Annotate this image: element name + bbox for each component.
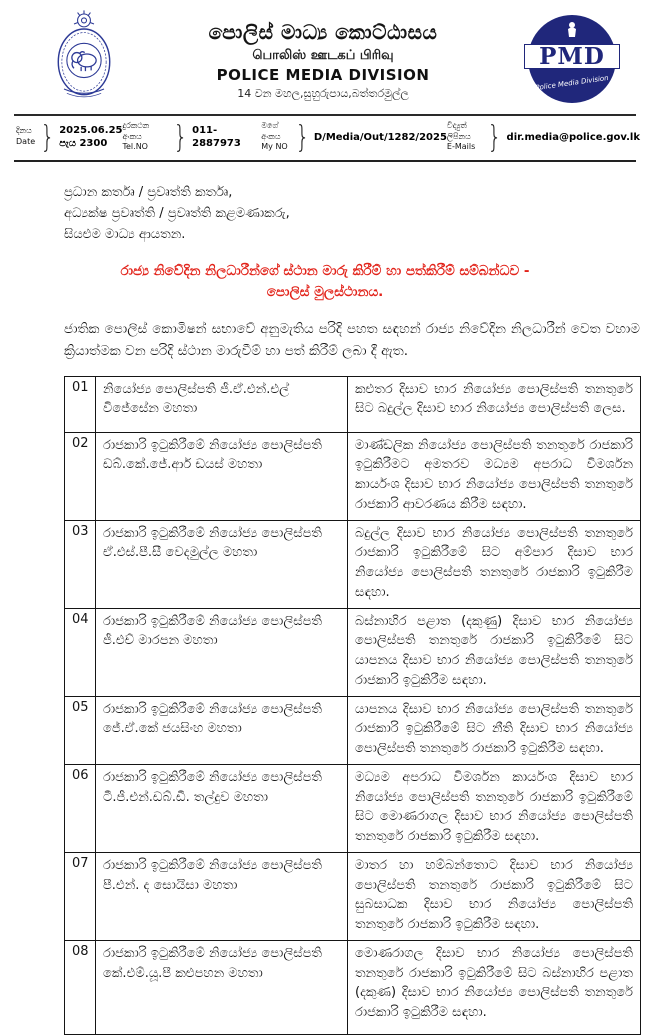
tel-label-english: Tel.NO (122, 142, 148, 152)
info-field-my-number (261, 120, 447, 155)
email-label-english: E-Mails (446, 142, 476, 152)
tel-value: 011-2887973 (192, 125, 241, 149)
row-number: 05 (65, 696, 96, 764)
table-row (65, 764, 641, 852)
reference-number-value: D/Media/Out/1282/2025 (313, 131, 447, 143)
table-row (65, 432, 641, 520)
details-cell: මාතර හා හම්බන්තොට දිසාව භාර නියෝජ්‍ය පොලිස්පති තනතුරේ රාජකාරි ඉටුකිරීමේ සිට සුබසාධක දිසාව භාර නියෝජ්‍ය පොලිස්පති තනතුරේ රාජකාරි ඉටුකිරීම සඳහා. (348, 852, 641, 940)
row-number: 04 (65, 608, 96, 696)
details-cell: බස්නාහිර පළාත (දකුණු) දිසාව භාර නියෝජ්‍ය පොලිස්පති තනතුරේ රාජකාරි ඉටුකිරීමේ සිට යාපනය දිසාව භාර නියෝජ්‍ය පොලිස්පති තනතුරේ රාජකාරි ඉටුකිරීම සඳහා. (348, 608, 641, 696)
info-bar (0, 116, 650, 160)
officer-cell: රාජකාරි ඉටුකිරීමේ නියෝජ්‍ය පොලිස්පති ඩබ්.කේ.ජේ.ආර් ඩයස් මහතා (96, 432, 348, 520)
table-row (65, 852, 641, 940)
division-title-tamil: பொலிஸ் ஊடகப் பிரிவு (252, 47, 394, 63)
officer-cell: රාජකාරි ඉටුකිරීමේ නියෝජ්‍ය පොලිස්පති ටී.ජී.එන්.ඩබ්.ඩී. තල්දුව මහතා (96, 764, 348, 852)
details-cell: කළුතර දිසාව භාර නියෝජ්‍ය පොලිස්පති තනතුරේ සිට බදුල්ල දිසාව භාර නියෝජ්‍ය පොලිස්පති ලෙස. (348, 376, 641, 432)
table-row (65, 608, 641, 696)
brace-icon: } (173, 119, 188, 155)
table-row (65, 376, 641, 432)
brace-icon: } (40, 119, 55, 155)
officer-cell: රාජකාරි ඉටුකිරීමේ නියෝජ්‍ය පොලිස්පති ජේ.ඒ.කේ ජයසිංහ මහතා (96, 696, 348, 764)
officer-cell: රාජකාරි ඉටුකිරීමේ නියෝජ්‍ය පොලිස්පති ජී.එච් මාරපන මහතා (96, 608, 348, 696)
recipient-line: අධ්‍යක්ෂ ප්‍රවෘත්ති / ප්‍රවෘත්ති කළමණාකරු, (64, 206, 290, 222)
email-value: dir.media@police.gov.lk (506, 131, 640, 143)
tel-label-sinhala: දුරකථන අංකය (122, 120, 150, 141)
officer-cell: නියෝජ්‍ය පොලිස්පති ජී.ඒ.එන්.එල් විජේසේන මහතා (96, 376, 348, 432)
body-paragraph: ජාතික පොලිස් කොමිෂන් සභාවේ අනුමැතිය පරිදි පහත සඳහන් රාජ්‍ය නිවේදින නිලධාරීන් වෙත වහාම ක්‍රියාත්මක වන පරිදි ස්ථාන මාරුවීම් හා පත් කිරීම් ලබා දී ඇත. (64, 320, 640, 360)
myno-label-sinhala: මගේ අංකය (261, 120, 281, 141)
details-cell: යාපනය දිසාව භාර නියෝජ්‍ය පොලිස්පති තනතුරේ රාජකාරි ඉටුකිරීමේ සිට නීති දිසාව භාර නියෝජ්‍ය පොලිස්පති තනතුරේ රාජකාරි ඉටුකිරීම සඳහා. (348, 696, 641, 764)
details-cell: බදුල්ල දිසාව භාර නියෝජ්‍ය පොලිස්පති තනතුරේ රාජකාරි ඉටුකිරීමේ සිට අම්පාර දිසාව භාර නියෝජ්‍ය පොලිස්පති තනතුරේ රාජකාරි ඉටුකිරීම සඳහා. (348, 520, 641, 608)
row-number: 06 (65, 764, 96, 852)
table-row (65, 696, 641, 764)
myno-label-english: My NO (261, 142, 288, 152)
pmd-logo (522, 15, 622, 103)
infobar-divider (14, 160, 636, 162)
brace-icon: } (487, 119, 503, 155)
email-label-sinhala: විද්‍යුත් ලිපිනය (446, 120, 471, 141)
letterhead (0, 0, 650, 114)
brace-icon: } (295, 119, 310, 155)
division-title-english: POLICE MEDIA DIVISION (216, 65, 430, 84)
date-value: 2025.06.25 (59, 125, 123, 136)
subject-line-1: රාජ්‍ය නිවේදින නිලධාරීන්ගේ ස්ථාන මාරු කිරීම් හා පත්කිරීම් සම්බන්ධව - (120, 263, 530, 280)
pmd-emblem-icon (564, 20, 580, 44)
recipient-line: සියළුම මාධ්‍ය ආයතන. (64, 227, 186, 243)
recipient-block (64, 182, 650, 245)
police-crest-icon (48, 9, 120, 109)
subject-line-2: පොලිස් මුලස්ථානය. (266, 284, 384, 301)
row-number: 08 (65, 940, 96, 1034)
division-address: 14 වන මහල,සුහුරුපාය,බත්තරමුල්ල (237, 86, 409, 100)
details-cell: මොණරාගල දිසාව භාර නියෝජ්‍ය පොලිස්පති තනතුරේ රාජකාරි ඉටුකිරීමේ සිට බස්නාහිර පළාත (දකුණ) දිසාව භාර නියෝජ්‍ය පොලිස්පති තනතුරේ රාජකාරි ඉටුකිරීම සඳහා. (348, 940, 641, 1034)
pmd-logo-text: PMD (539, 43, 605, 70)
table-row (65, 940, 641, 1034)
transfers-table (64, 376, 641, 1035)
time-value: පැය 2300 (59, 138, 108, 149)
letterhead-titles (124, 18, 522, 101)
info-field-date (16, 120, 122, 155)
officer-cell: රාජකාරි ඉටුකිරීමේ නියෝජ්‍ය පොලිස්පති පී.එන්. ද සොයිසා මහතා (96, 852, 348, 940)
row-number: 03 (65, 520, 96, 608)
officer-cell: රාජකාරි ඉටුකිරීමේ නියෝජ්‍ය පොලිස්පති කේ.එම්.යූ.පී කළුපහන මහතා (96, 940, 348, 1034)
row-number: 07 (65, 852, 96, 940)
pmd-logo-subtext: Police Media Division (534, 73, 610, 93)
row-number: 02 (65, 432, 96, 520)
details-cell: මධ්‍යම අපරාධ විමර්ශන කාර්යංශ දිසාව භාර නියෝජ්‍ය පොලිස්පති තනතුරේ රාජකාරි ඉටුකිරීමේ සිට මොණරාගල දිසාව භාර නියෝජ්‍ය පොලිස්පති තනතුරේ රාජකාරි ඉටුකිරීම සඳහා. (348, 764, 641, 852)
info-field-email (447, 120, 640, 155)
table-row (65, 520, 641, 608)
date-label-sinhala: දිනය (16, 126, 32, 136)
police-crest-logo (44, 9, 124, 109)
row-number: 01 (65, 376, 96, 432)
recipient-line: ප්‍රධාන කර්තෘ / ප්‍රවෘත්ති කර්තෘ, (64, 185, 233, 200)
officer-cell: රාජකාරි ඉටුකිරීමේ නියෝජ්‍ය පොලිස්පති ඒ.එස්.පී.සී වෙදමුල්ල මහතා (96, 520, 348, 608)
info-field-telephone (122, 120, 261, 155)
division-title-sinhala: පොලිස් මාධ්‍ය කොට්ඨාසය (208, 19, 438, 44)
details-cell: මාණ්ඩලික නියෝජ්‍ය පොලිස්පති තනතුරේ රාජකාරි ඉටුකිරීමට අමතරව මධ්‍යම අපරාධ විමර්ශන කාර්යංශ දිසාව භාර නියෝජ්‍ය පොලිස්පති තනතුරේ රාජකාරි ආවරණය කිරීම සඳහා. (348, 432, 641, 520)
date-label-english: Date (16, 137, 36, 146)
pmd-band (524, 44, 620, 69)
subject-heading (0, 261, 650, 303)
